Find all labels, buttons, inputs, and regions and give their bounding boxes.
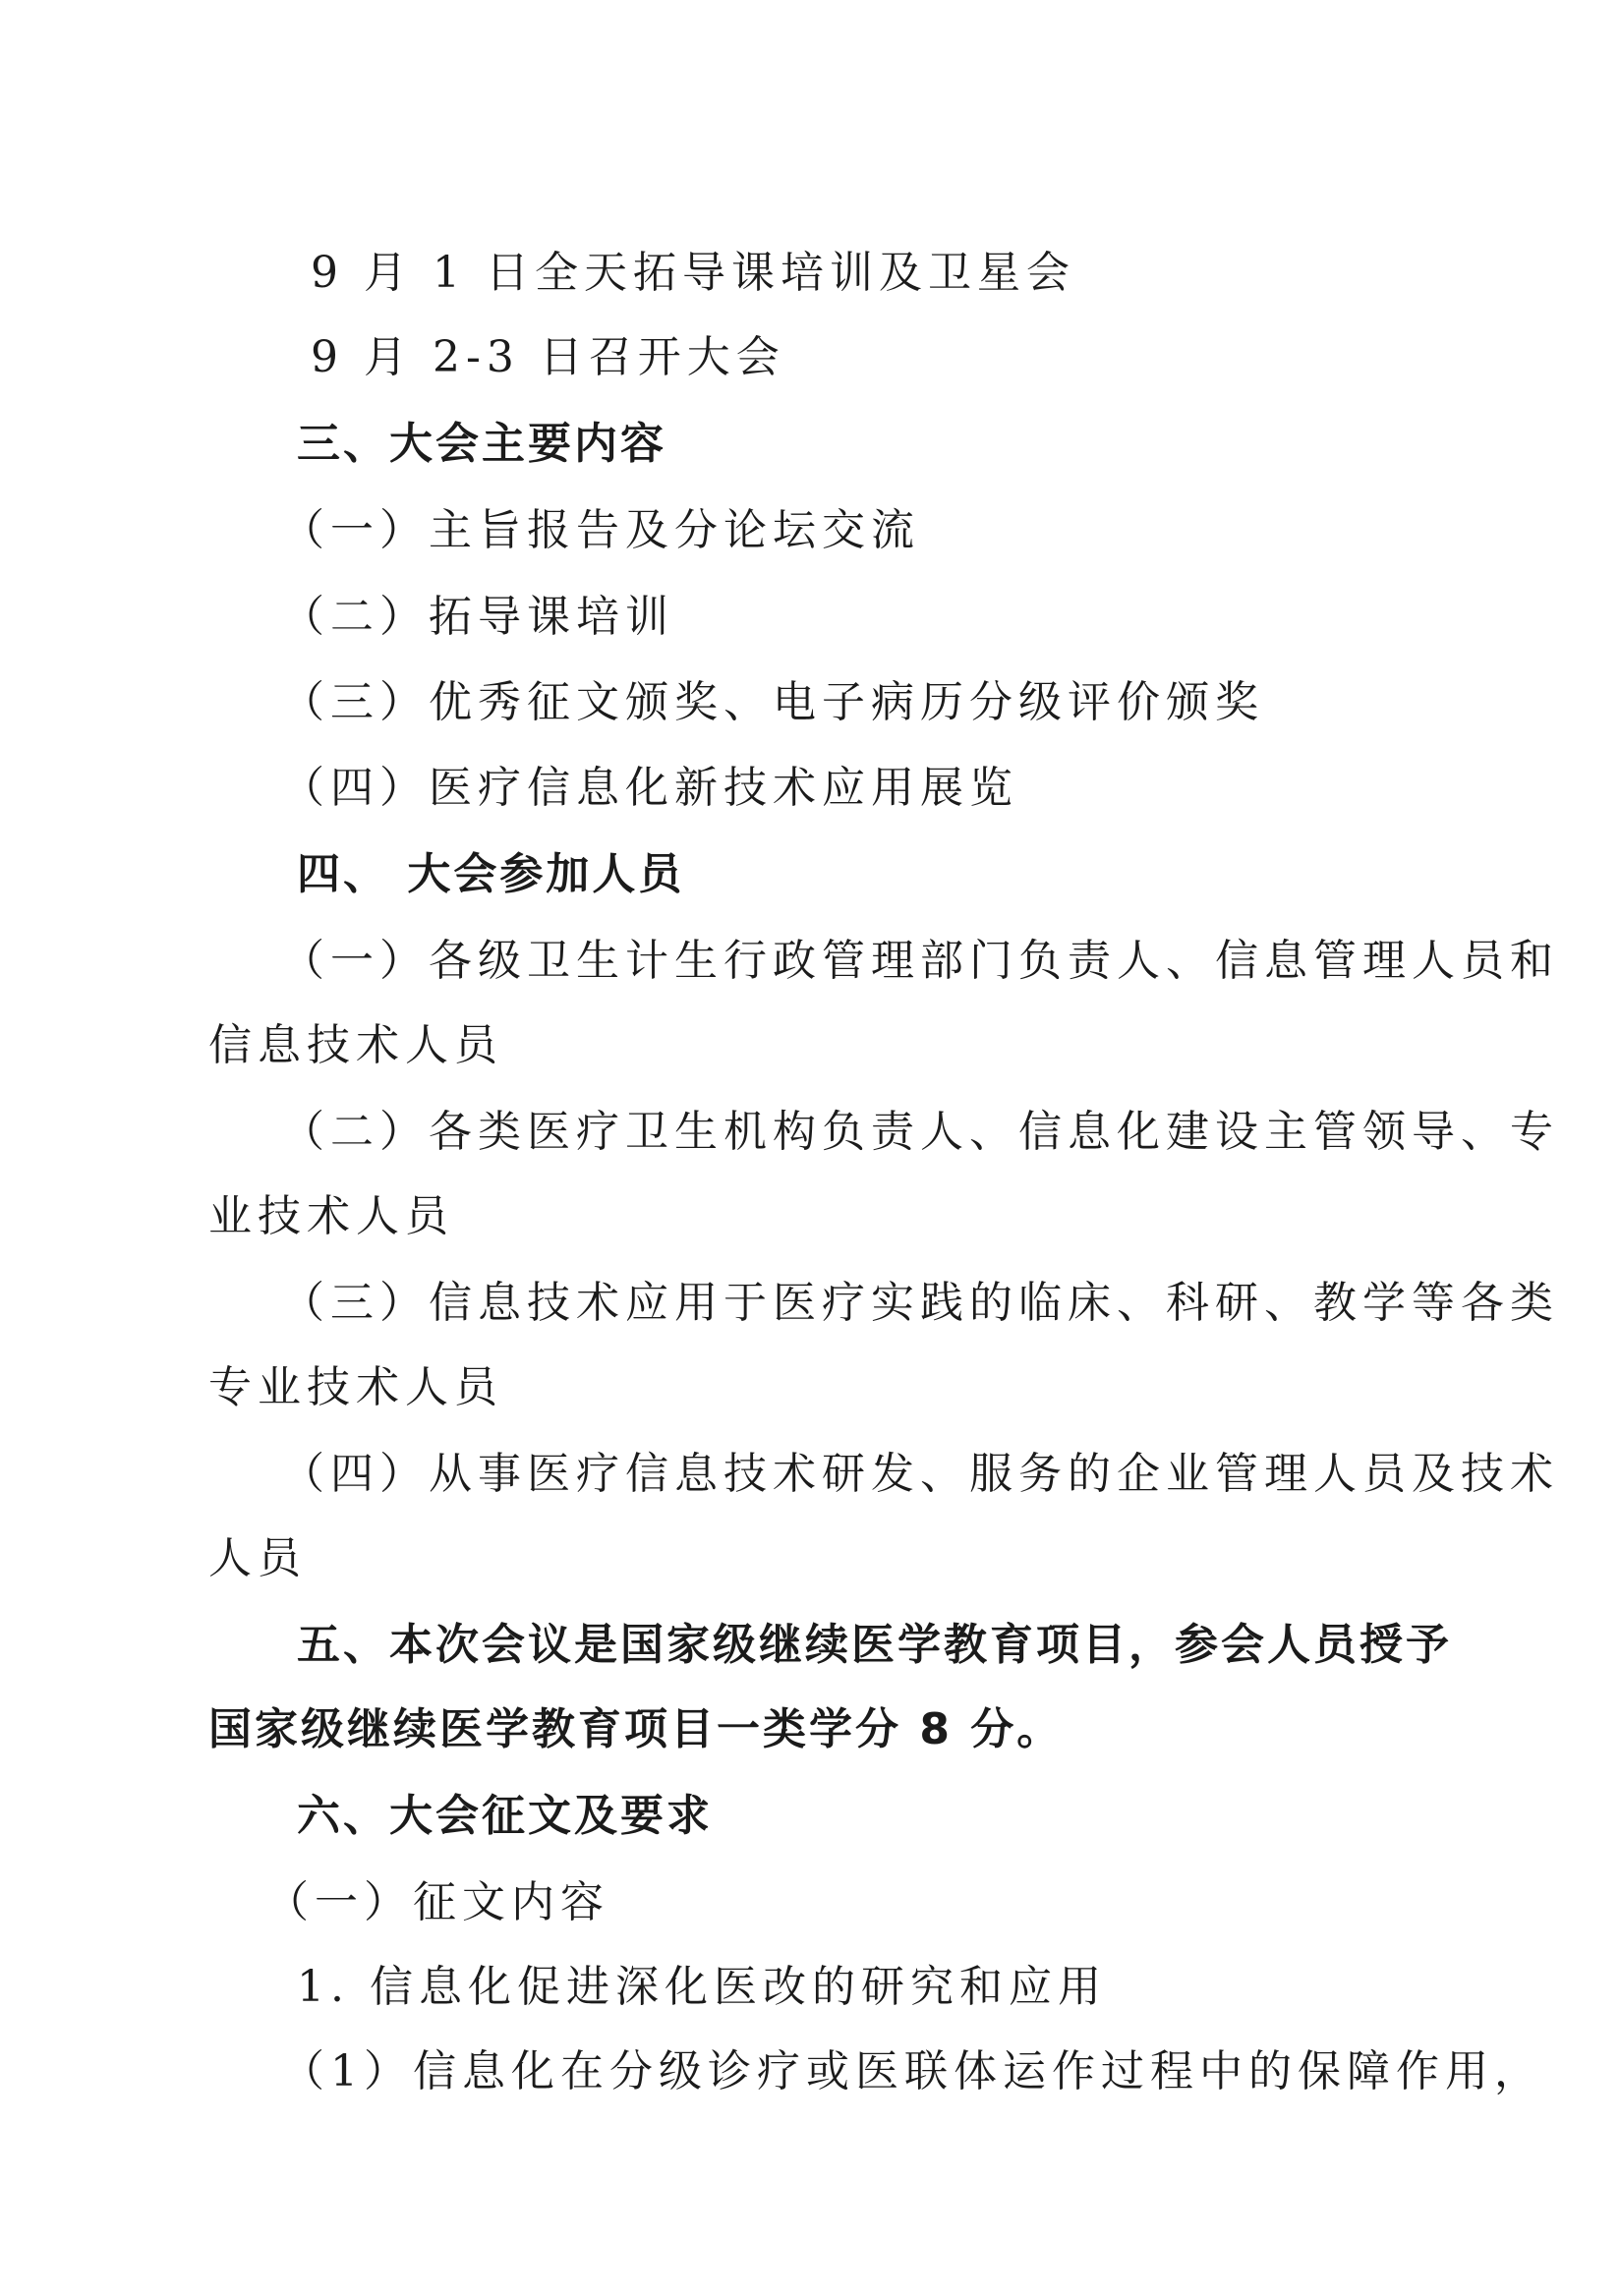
- schedule-line-sep-2-3: 9 月 2-3 日召开大会: [311, 332, 785, 382]
- list-item-continuation: 专业技术人员: [208, 1362, 503, 1412]
- list-item: （二）各类医疗卫生机构负责人、信息化建设主管领导、专: [281, 1107, 1559, 1157]
- section-paragraph-5-continuation: 国家级继续医学教育项目一类学分 8 分。: [208, 1704, 1064, 1754]
- list-item: （二）拓导课培训: [281, 592, 674, 642]
- section-heading-4: 四、 大会参加人员: [297, 849, 685, 899]
- schedule-line-sep-1: 9 月 1 日全天拓导课培训及卫星会: [311, 248, 1075, 298]
- section-paragraph-5: 五、本次会议是国家级继续医学教育项目，参会人员授予: [297, 1620, 1452, 1670]
- subsection-heading: （一）征文内容: [265, 1877, 609, 1927]
- list-item: （四）医疗信息化新技术应用展览: [281, 763, 1018, 813]
- section-heading-6: 六、大会征文及要求: [297, 1791, 713, 1841]
- numbered-item: 1. 信息化促进深化医改的研究和应用: [297, 1962, 1107, 2012]
- list-item: （三）优秀征文颁奖、电子病历分级评价颁奖: [281, 677, 1264, 727]
- list-item: （四）从事医疗信息技术研发、服务的企业管理人员及技术: [281, 1449, 1559, 1499]
- list-item: （三）信息技术应用于医疗实践的临床、科研、教学等各类: [281, 1278, 1559, 1328]
- list-item-continuation: 业技术人员: [208, 1191, 454, 1241]
- section-heading-3: 三、大会主要内容: [297, 419, 666, 469]
- list-item-continuation: 人员: [208, 1533, 307, 1583]
- list-item: （一）主旨报告及分论坛交流: [281, 505, 920, 555]
- numbered-subitem: （1）信息化在分级诊疗或医联体运作过程中的保障作用，: [281, 2046, 1543, 2096]
- list-item: （一）各级卫生计生行政管理部门负责人、信息管理人员和: [281, 936, 1559, 986]
- list-item-continuation: 信息技术人员: [208, 1020, 503, 1070]
